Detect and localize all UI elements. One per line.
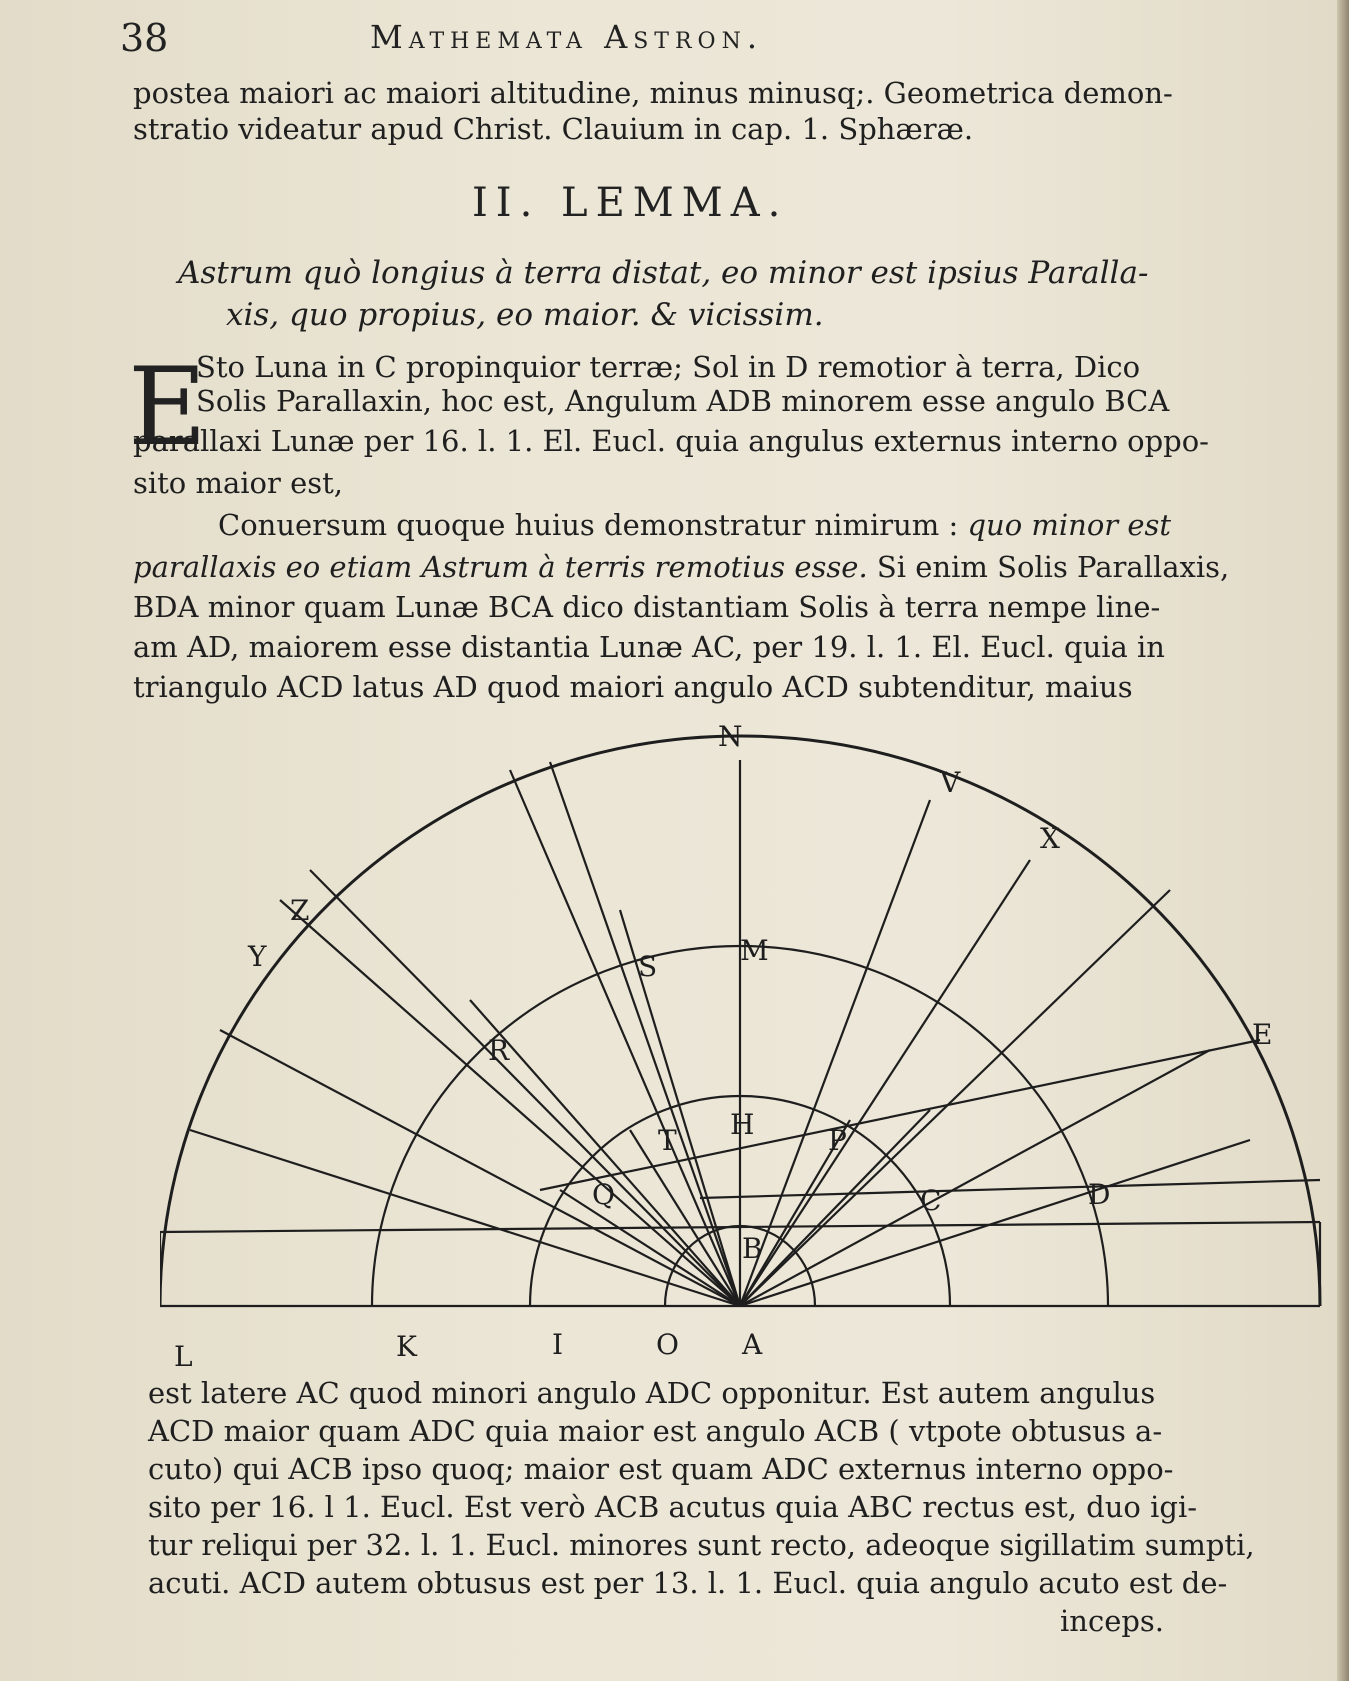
label-V: V — [940, 766, 961, 799]
line-QE — [540, 1040, 1260, 1190]
line-AY — [280, 900, 740, 1306]
label-T: T — [658, 1124, 677, 1157]
intro-line: postea maiori ac maiori altitudine, minus minusq;. Geometrica demon- — [133, 76, 1173, 110]
label-A: A — [742, 1328, 763, 1361]
closing-line: sito per 16. l 1. Eucl. Est verò ACB acutus quia ABC rectus est, duo igi- — [148, 1490, 1198, 1524]
page-number: 38 — [120, 16, 169, 60]
intro-line: stratio videatur apud Christ. Clauium in cap. 1. Sphæræ. — [133, 112, 974, 146]
body-line-text: Si enim Solis Parallaxis, — [867, 550, 1230, 584]
closing-line: inceps. — [1060, 1604, 1165, 1638]
page-header — [120, 10, 1160, 60]
body-line: Sto Luna in C propinquior terræ; Sol in D remotior à terra, Dico — [196, 350, 1141, 384]
label-C: C — [920, 1184, 942, 1217]
body-line-italic: parallaxis eo etiam Astrum à terris remotius esse. — [133, 550, 868, 584]
label-L: L — [174, 1340, 193, 1373]
line-BD — [700, 1180, 1320, 1198]
body-line: Solis Parallaxin, hoc est, Angulum ADB minorem esse angulo BCA — [196, 384, 1170, 418]
line-AR — [470, 1000, 740, 1306]
line-AQ — [560, 1190, 740, 1306]
parallax-diagram — [160, 710, 1340, 1390]
label-H: H — [730, 1108, 755, 1141]
line-left-steep-1 — [510, 770, 740, 1306]
body-line — [133, 550, 1229, 584]
label-E: E — [1252, 1018, 1273, 1051]
line-AX — [740, 860, 1030, 1306]
body-line: triangulo ACD latus AD quod maiori angulo ACD subtenditur, maius — [133, 670, 1133, 704]
body-line — [218, 508, 1171, 542]
body-line-text: Conuersum quoque huius demonstratur nimirum : — [218, 508, 968, 542]
body-line: am AD, maiorem esse distantia Lunæ AC, per 19. l. 1. El. Eucl. quia in — [133, 630, 1165, 664]
closing-line: est latere AC quod minori angulo ADC opponitur. Est autem angulus — [148, 1376, 1156, 1410]
label-Q: Q — [592, 1178, 615, 1211]
closing-line: tur reliqui per 32. l. 1. Eucl. minores sunt recto, adeoque sigillatim sumpti, — [148, 1528, 1255, 1562]
line-AE — [740, 1050, 1210, 1306]
closing-line: acuti. ACD autem obtusus est per 13. l. 1. Eucl. quia angulo acuto est de- — [148, 1566, 1228, 1600]
label-S: S — [638, 950, 658, 983]
lemma-title: II. LEMMA. — [472, 180, 789, 226]
label-Z: Z — [290, 894, 310, 927]
running-title: Mathemata Astron. — [370, 18, 763, 56]
body-line: parallaxi Lunæ per 16. l. 1. El. Eucl. quia angulus externus interno oppo- — [133, 424, 1209, 458]
line-right-steep — [740, 800, 930, 1306]
body-line: BDA minor quam Lunæ BCA dico distantiam Solis à terra nempe line- — [133, 590, 1161, 624]
lemma-statement-line: xis, quo propius, eo maior. & vicissim. — [226, 297, 824, 333]
label-N: N — [718, 720, 743, 753]
body-line-italic: quo minor est — [967, 508, 1172, 542]
lemma-statement-line: Astrum quò longius à terra distat, eo minor est ipsius Paralla- — [178, 255, 1149, 291]
line-AT — [630, 1130, 740, 1306]
label-K: K — [396, 1330, 417, 1363]
label-P: P — [828, 1124, 847, 1157]
line-AZ — [310, 870, 740, 1306]
label-O: O — [656, 1328, 679, 1361]
label-R: R — [488, 1034, 510, 1067]
closing-line: cuto) qui ACB ipso quoq; maior est quam ADC externus interno oppo- — [148, 1452, 1174, 1486]
line-left-steep-2 — [550, 762, 740, 1306]
body-line: sito maior est, — [133, 466, 344, 500]
drop-capital: E — [128, 345, 207, 470]
label-Y: Y — [248, 940, 267, 973]
label-X: X — [1040, 822, 1060, 855]
label-M: M — [740, 934, 769, 967]
label-I: I — [552, 1328, 564, 1361]
line-left-low — [220, 1030, 740, 1306]
label-D: D — [1088, 1178, 1111, 1211]
label-B: B — [742, 1232, 763, 1265]
closing-line: ACD maior quam ADC quia maior est angulo ACB ( vtpote obtusus a- — [148, 1414, 1163, 1448]
